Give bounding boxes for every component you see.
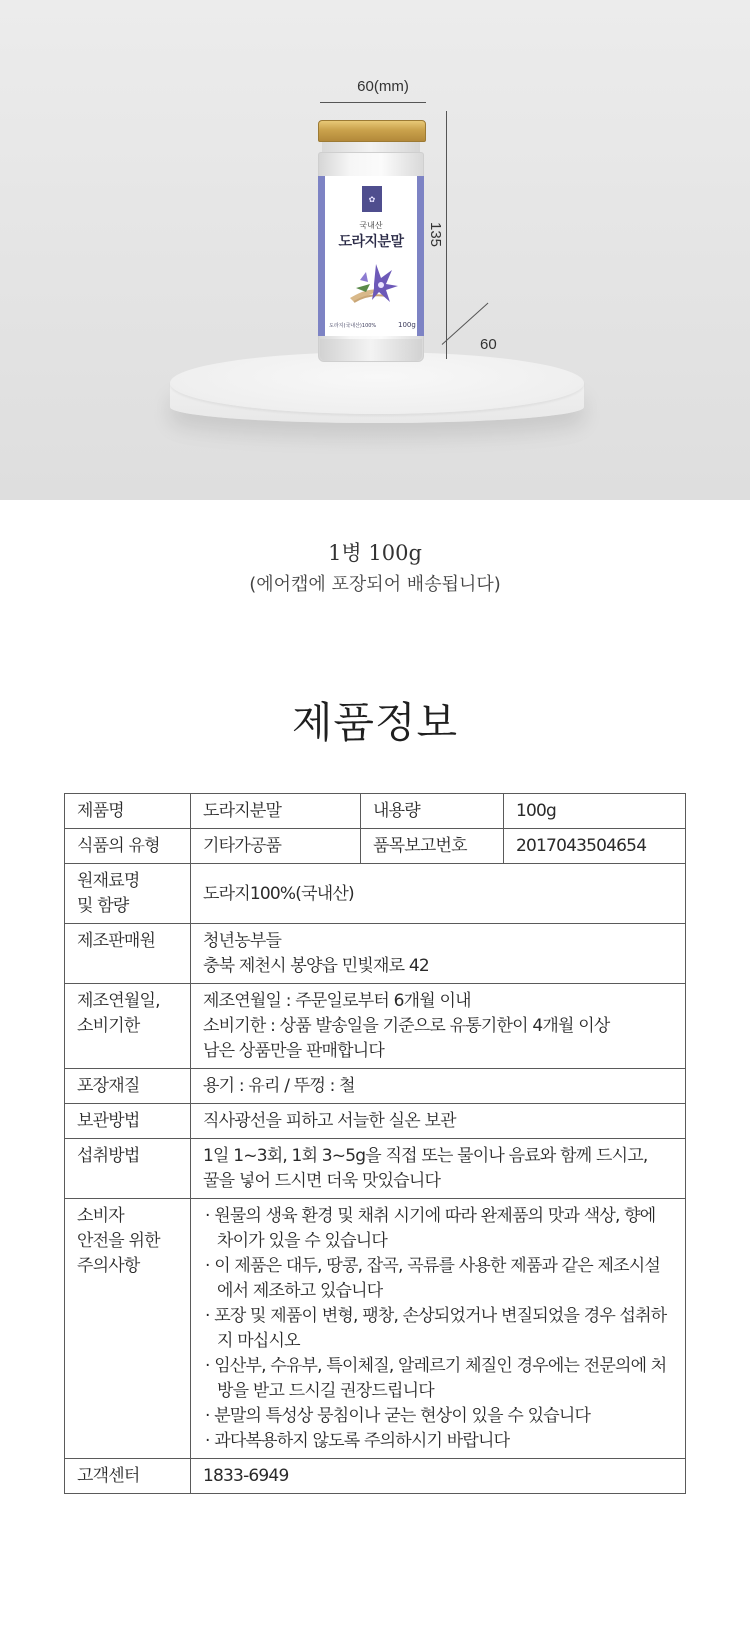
seller-value bbox=[191, 924, 686, 984]
caution-label-line: 주의사항 bbox=[77, 1256, 140, 1276]
cs-label: 고객센터 bbox=[65, 1459, 191, 1494]
table-row bbox=[65, 829, 686, 864]
volume-value: 100g bbox=[504, 794, 686, 829]
table-row bbox=[65, 1069, 686, 1104]
caution-list bbox=[203, 1204, 675, 1454]
height-dimension-line bbox=[446, 111, 447, 359]
jar-label-weight: 100g bbox=[398, 321, 416, 329]
packaging-note: (에어캡에 포장되어 배송됩니다) bbox=[249, 574, 501, 595]
cs-phone: 1833-6949 bbox=[191, 1459, 686, 1494]
storage-label: 보관방법 bbox=[65, 1104, 191, 1139]
section-title: 제품정보 bbox=[291, 698, 459, 747]
caution-label-line: 안전을 위한 bbox=[77, 1231, 160, 1251]
dates-label-line: 제조연월일, bbox=[77, 991, 160, 1011]
list-item: · 임산부, 수유부, 특이체질, 알레르기 체질인 경우에는 전문의에 처방을 받고 드시길 권장드립니다 bbox=[205, 1356, 667, 1401]
table-row bbox=[65, 984, 686, 1069]
caution-label-line: 소비자 bbox=[77, 1206, 124, 1226]
product-jar bbox=[318, 120, 424, 362]
volume-label: 내용량 bbox=[361, 794, 504, 829]
bellflower-icon bbox=[346, 258, 402, 306]
quantity-summary bbox=[0, 538, 750, 600]
list-item: · 이 제품은 대두, 땅콩, 잡곡, 곡류를 사용한 제품과 같은 제조시설에서 제조하고 있습니다 bbox=[205, 1256, 661, 1301]
food-type-value: 기타가공품 bbox=[191, 829, 361, 864]
expiry-text-cont: 남은 상품만을 판매합니다 bbox=[203, 1041, 385, 1061]
table-row bbox=[65, 1459, 686, 1494]
expiry-text: 소비기한 : 상품 발송일을 기준으로 유통기한이 4개월 이상 bbox=[203, 1016, 610, 1036]
dates-value bbox=[191, 984, 686, 1069]
manufacture-date-text: 제조연월일 : 주문일로부터 6개월 이내 bbox=[203, 991, 471, 1011]
intake-label: 섭취방법 bbox=[65, 1139, 191, 1199]
jar-label-origin: 국내산 bbox=[359, 221, 383, 230]
product-name-value: 도라지분말 bbox=[191, 794, 361, 829]
width-dimension-label: 60(mm) bbox=[357, 78, 409, 95]
jar-label-name: 도라지분말 bbox=[338, 234, 404, 250]
table-row bbox=[65, 924, 686, 984]
dates-label bbox=[65, 984, 191, 1069]
depth-dimension-label: 60 bbox=[480, 336, 497, 353]
product-name-label: 제품명 bbox=[65, 794, 191, 829]
intake-line: 1일 1~3회, 1회 3~5g을 직접 또는 물이나 음료와 함께 드시고, bbox=[203, 1146, 648, 1166]
seller-address: 충북 제천시 봉양읍 민빛재로 42 bbox=[203, 956, 429, 976]
brand-logo-icon: ✿ bbox=[362, 186, 382, 212]
jar-lid bbox=[318, 120, 426, 142]
product-info-table bbox=[64, 793, 686, 1494]
packaging-label: 포장재질 bbox=[65, 1069, 191, 1104]
food-type-label: 식품의 유형 bbox=[65, 829, 191, 864]
list-item: · 원물의 생육 환경 및 채취 시기에 따라 완제품의 맛과 색상, 향에 차이가 있을 수 있습니다 bbox=[205, 1206, 656, 1251]
packaging-value: 용기 : 유리 / 뚜껑 : 철 bbox=[191, 1069, 686, 1104]
storage-value: 직사광선을 피하고 서늘한 실온 보관 bbox=[191, 1104, 686, 1139]
caution-value bbox=[191, 1199, 686, 1459]
table-row bbox=[65, 1139, 686, 1199]
list-item: · 과다복용하지 않도록 주의하시기 바랍니다 bbox=[205, 1431, 510, 1451]
list-item: · 분말의 특성상 뭉침이나 굳는 현상이 있을 수 있습니다 bbox=[205, 1406, 591, 1426]
table-row bbox=[65, 794, 686, 829]
list-item: · 포장 및 제품이 변형, 팽창, 손상되었거나 변질되었을 경우 섭취하지 마십시오 bbox=[205, 1306, 667, 1351]
intake-line: 꿀을 넣어 드시면 더욱 맛있습니다 bbox=[203, 1171, 441, 1191]
ingredients-label bbox=[65, 864, 191, 924]
table-row bbox=[65, 1199, 686, 1459]
intake-value bbox=[191, 1139, 686, 1199]
table-row bbox=[65, 1104, 686, 1139]
caution-label bbox=[65, 1199, 191, 1459]
quantity-text: 1병 100g bbox=[328, 541, 422, 565]
width-dimension-line bbox=[320, 102, 426, 103]
ingredients-label-line: 및 함량 bbox=[77, 896, 129, 916]
seller-label: 제조판매원 bbox=[65, 924, 191, 984]
dates-label-line: 소비기한 bbox=[77, 1016, 140, 1036]
height-dimension-label: 135 bbox=[427, 222, 444, 248]
table-row bbox=[65, 864, 686, 924]
ingredients-value: 도라지100%(국내산) bbox=[191, 864, 686, 924]
ingredients-label-line: 원재료명 bbox=[77, 871, 140, 891]
report-no-value: 2017043504654 bbox=[504, 829, 686, 864]
product-hero-image bbox=[0, 0, 750, 500]
seller-name: 청년농부들 bbox=[203, 931, 282, 951]
jar-label-ingredient: 도라지(국내산)100% bbox=[329, 323, 377, 329]
report-no-label: 품목보고번호 bbox=[361, 829, 504, 864]
